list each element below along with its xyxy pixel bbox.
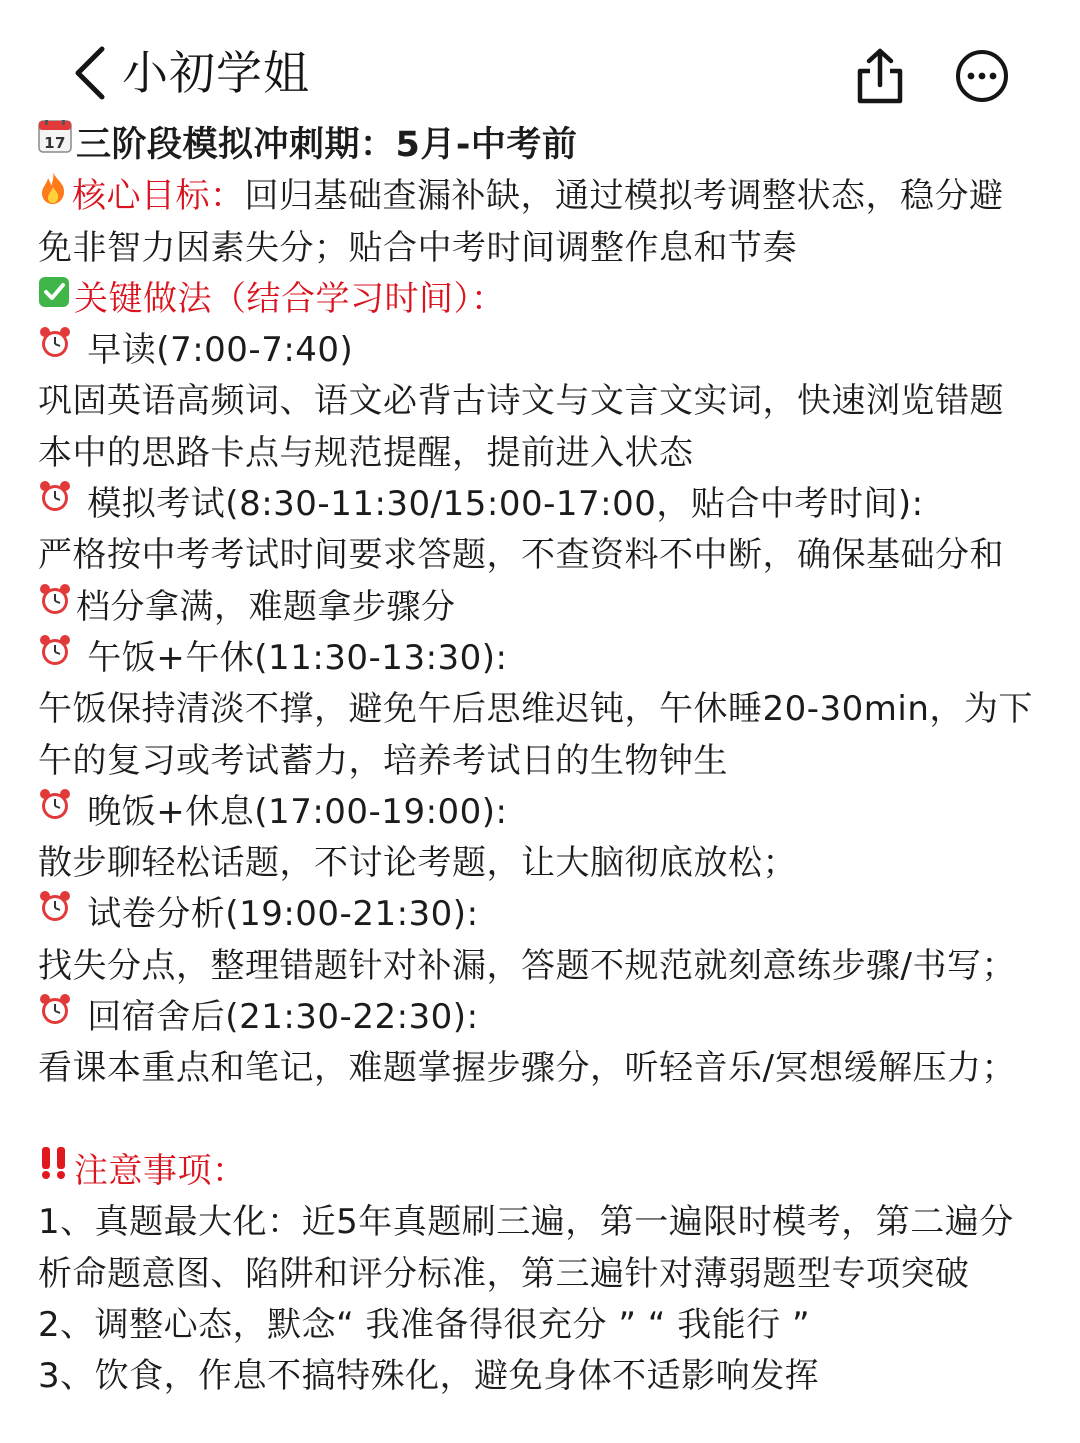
goal-line [38,171,1048,222]
check-mark-icon [38,274,70,323]
back-button[interactable] [60,40,120,106]
note-line: 析命题意图、陷阱和评分标准，第三遍针对薄弱题型专项突破 [38,1253,970,1294]
schedule-time-text: 试卷分析(19:00-21:30): [76,894,479,935]
schedule-time-morning [38,325,1048,376]
goal-label: 核心目标： [72,176,245,217]
calendar-icon [38,120,72,169]
spacer [38,1095,1048,1146]
more-options-icon [954,48,1010,104]
schedule-detail-tail [38,582,1048,633]
double-exclamation-icon [38,1146,70,1195]
schedule-time-lunch [38,633,1048,684]
post-content [38,120,1048,1402]
svg-text:17: 17 [44,134,66,153]
goal-text-2: 免非智力因素失分；贴合中考时间调整作息和节奏 [38,227,797,268]
schedule-detail: 午的复习或考试蓄力，培养考试日的生物钟生 [38,740,728,781]
schedule-time-dinner [38,787,1048,838]
notes-label: 注意事项： [74,1150,247,1191]
schedule-detail: 找失分点，整理错题针对补漏，答题不规范就刻意练步骤/书写； [38,945,1016,986]
share-button[interactable] [850,44,910,108]
alarm-clock-icon [38,992,72,1041]
chevron-left-icon [70,45,110,101]
schedule-time-text: 回宿舍后(21:30-22:30): [76,997,479,1038]
schedule-time-text: 午饭+午休(11:30-13:30): [76,637,508,678]
schedule-detail: 看课本重点和笔记，难题掌握步骤分，听轻音乐/冥想缓解压力； [38,1048,1016,1089]
schedule-detail-tail-text: 档分拿满，难题拿步骤分 [76,586,456,627]
top-bar [0,0,1080,140]
share-icon [856,47,904,105]
page-title: 小初学姐 [122,46,310,100]
notes-heading [38,1146,1048,1197]
goal-text-1: 回归基础查漏补缺，通过模拟考调整状态，稳分避 [244,176,1004,217]
schedule-time-text: 早读(7:00-7:40) [76,330,354,371]
schedule-detail: 本中的思路卡点与规范提醒，提前进入状态 [38,432,694,473]
note-line: 1、真题最大化：近5年真题刷三遍，第一遍限时模考，第二遍分 [38,1202,1014,1243]
schedule-detail: 散步聊轻松话题，不讨论考题，让大脑彻底放松； [38,843,797,884]
fire-icon [38,171,68,220]
schedule-time-mock-exam [38,479,1048,530]
more-options-button[interactable] [950,44,1014,108]
section-heading-text: 三阶段模拟冲刺期：5月-中考前 [76,125,578,165]
alarm-clock-icon [38,787,72,836]
schedule-time-text: 模拟考试(8:30-11:30/15:00-17:00，贴合中考时间): [76,484,924,525]
schedule-detail: 严格按中考考试时间要求答题，不查资料不中断，确保基础分和 [38,535,1004,576]
schedule-time-dorm [38,992,1048,1043]
schedule-time-paper-analysis [38,889,1048,940]
schedule-detail: 巩固英语高频词、语文必背古诗文与文言文实词，快速浏览错题 [38,381,1004,422]
schedule-detail: 午饭保持清淡不撑，避免午后思维迟钝，午休睡20-30min，为下 [38,689,1033,730]
method-label: 关键做法（结合学习时间）： [74,278,506,319]
alarm-clock-icon [38,325,72,374]
schedule-time-text: 晚饭+休息(17:00-19:00): [76,791,508,832]
alarm-clock-icon [38,582,72,631]
method-heading [38,274,1048,325]
note-line: 2、调整心态，默念“ 我准备得很充分 ” “ 我能行 ” [38,1304,811,1345]
alarm-clock-icon [38,479,72,528]
section-heading [38,120,1048,171]
alarm-clock-icon [38,633,72,682]
alarm-clock-icon [38,889,72,938]
note-line: 3、饮食，作息不搞特殊化，避免身体不适影响发挥 [38,1356,820,1397]
